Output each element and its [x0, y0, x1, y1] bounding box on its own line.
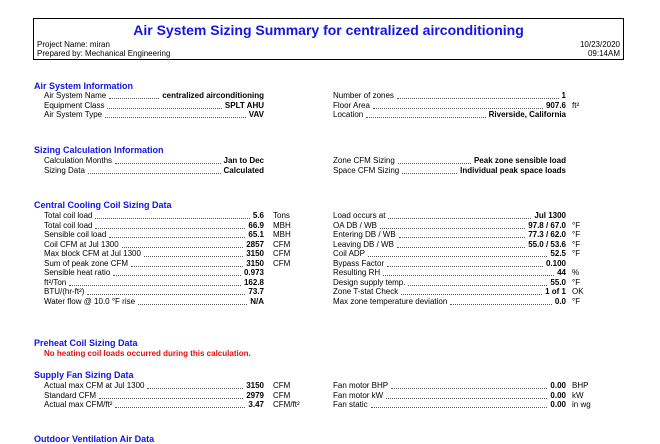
data-row [333, 221, 633, 231]
section-outdoor-vent: Outdoor Ventilation Air Data [34, 434, 155, 444]
row-label: Space CFM Sizing [333, 165, 400, 175]
data-row [333, 101, 633, 111]
leader-dots [383, 275, 554, 276]
row-value: Calculated [223, 165, 264, 175]
leader-dots [95, 228, 245, 229]
row-unit: °F [572, 296, 581, 306]
row-unit: °F [572, 239, 581, 249]
data-row [44, 249, 344, 259]
row-label: OA DB / WB [333, 220, 378, 230]
row-value: 5.6 [252, 211, 264, 220]
data-row [44, 221, 344, 231]
row-value: 65.1 [248, 230, 264, 239]
row-unit: CFM [273, 390, 291, 400]
row-value: centralized airconditioning [162, 91, 264, 100]
row-value: 1 [561, 91, 566, 100]
row-label: Sum of peak zone CFM [44, 258, 129, 268]
row-label: Zone T-stat Check [333, 287, 399, 296]
row-label: Fan motor kW [333, 390, 384, 400]
row-unit: BHP [572, 381, 589, 390]
section-cooling-coil: Central Cooling Coil Sizing Data [34, 200, 172, 210]
row-label: Air System Type [44, 110, 103, 119]
row-value: 3.47 [248, 400, 264, 409]
leader-dots [99, 398, 243, 399]
leader-dots [88, 173, 221, 174]
data-row [44, 110, 344, 120]
prepared-by: Prepared by: Mechanical Engineering [37, 49, 171, 58]
row-value: Riverside, California [488, 110, 566, 119]
row-label: Floor Area [333, 100, 370, 110]
data-row [333, 259, 633, 269]
row-value: SPLT AHU [224, 100, 264, 110]
leader-dots [402, 173, 457, 174]
row-unit: °F [572, 249, 581, 258]
section-preheat-coil: Preheat Coil Sizing Data [34, 338, 138, 348]
row-label: Air System Name [44, 91, 107, 100]
row-value: 73.7 [248, 287, 264, 296]
data-row [333, 268, 633, 278]
row-unit: kW [572, 390, 584, 400]
row-unit: OK [572, 287, 584, 296]
data-row [44, 211, 344, 221]
row-unit: % [572, 268, 580, 277]
row-value: 55.0 [550, 277, 566, 287]
data-row [44, 391, 344, 401]
row-value: 66.9 [248, 220, 264, 230]
data-row [333, 287, 633, 297]
section-sizing-calc: Sizing Calculation Information [34, 145, 164, 155]
row-value: 2857 [246, 239, 264, 249]
row-label: Coil CFM at Jul 1300 [44, 239, 119, 249]
leader-dots [397, 247, 525, 248]
row-label: Fan motor BHP [333, 381, 389, 390]
row-label: Total coil load [44, 220, 93, 230]
page-title: Air System Sizing Summary for centralized airconditioning [133, 22, 524, 38]
project-name: Project Name: miran [37, 40, 110, 49]
row-value: 0.00 [550, 381, 566, 390]
data-row [44, 166, 344, 176]
row-value: 0.100 [545, 258, 566, 268]
row-label: Bypass Factor [333, 258, 385, 268]
data-row [333, 297, 633, 307]
row-label: Water flow @ 10.0 °F rise [44, 296, 136, 306]
row-label: Sizing Data [44, 165, 85, 175]
data-row [44, 91, 344, 101]
row-unit: CFM [273, 381, 291, 390]
row-unit: CFM [273, 258, 291, 268]
data-row [44, 240, 344, 250]
row-value: 52.5 [550, 249, 566, 258]
row-label: Leaving DB / WB [333, 239, 394, 249]
data-row [333, 391, 633, 401]
row-label: Sensible coil load [44, 230, 107, 239]
row-label: BTU/(hr-ft²) [44, 287, 85, 296]
row-label: Sensible heat ratio [44, 268, 111, 277]
row-value: 3150 [246, 258, 264, 268]
row-label: Calculation Months [44, 156, 113, 165]
section-air-system-info: Air System Information [34, 81, 134, 91]
leader-dots [380, 228, 525, 229]
leader-dots [450, 304, 552, 305]
row-unit: Tons [273, 211, 290, 220]
row-label: Load occurs at [333, 211, 386, 220]
leader-dots [391, 388, 547, 389]
leader-dots [122, 247, 244, 248]
row-label: Fan static [333, 400, 368, 409]
row-label: Number of zones [333, 91, 394, 100]
leader-dots [69, 285, 241, 286]
row-label: Standard CFM [44, 390, 97, 400]
row-unit: MBH [273, 230, 291, 239]
report-date: 10/23/2020 [579, 40, 620, 49]
row-label: Resulting RH [333, 268, 381, 277]
leader-dots [95, 218, 249, 219]
row-value: 0.0 [554, 296, 566, 306]
data-row [44, 156, 344, 166]
row-label: Total coil load [44, 211, 93, 220]
row-value: Individual peak space loads [460, 165, 566, 175]
leader-dots [387, 266, 543, 267]
report-time: 09:14AM [587, 49, 620, 58]
leader-dots [368, 256, 547, 257]
row-label: Design supply temp. [333, 277, 406, 287]
row-unit: °F [572, 277, 581, 287]
row-label: Actual max CFM/ft² [44, 400, 113, 409]
data-row [44, 101, 344, 111]
data-row [44, 381, 344, 391]
leader-dots [113, 275, 241, 276]
data-row [333, 91, 633, 101]
leader-dots [147, 388, 243, 389]
leader-dots [107, 108, 221, 109]
data-row [333, 211, 633, 221]
data-row [44, 400, 344, 410]
leader-dots [386, 398, 547, 399]
data-row [44, 268, 344, 278]
data-row [333, 230, 633, 240]
row-unit: MBH [273, 220, 291, 230]
row-value: Jan to Dec [223, 156, 264, 165]
row-label: Max block CFM at Jul 1300 [44, 249, 141, 258]
leader-dots [138, 304, 247, 305]
leader-dots [131, 266, 243, 267]
data-row [333, 249, 633, 259]
leader-dots [109, 98, 159, 99]
data-row [333, 278, 633, 288]
row-value: 0.00 [550, 390, 566, 400]
data-row [44, 259, 344, 269]
row-value: 55.0 / 53.6 [528, 239, 566, 249]
row-label: Zone CFM Sizing [333, 156, 395, 165]
row-label: Coil ADP [333, 249, 366, 258]
section-supply-fan: Supply Fan Sizing Data [34, 370, 134, 380]
data-row [44, 297, 344, 307]
row-value: 0.00 [550, 400, 566, 409]
row-unit: °F [572, 230, 581, 239]
leader-dots [371, 407, 548, 408]
leader-dots [399, 237, 526, 238]
row-value: 1 of 1 [545, 287, 566, 296]
data-row [333, 400, 633, 410]
data-row [44, 230, 344, 240]
data-row [333, 110, 633, 120]
leader-dots [144, 256, 243, 257]
leader-dots [87, 294, 245, 295]
row-value: 2979 [246, 390, 264, 400]
row-value: 0.973 [243, 268, 264, 277]
row-unit: CFM/ft² [273, 400, 300, 409]
row-label: Entering DB / WB [333, 230, 396, 239]
row-value: 3150 [246, 381, 264, 390]
row-value: VAV [248, 110, 264, 119]
row-value: 3150 [246, 249, 264, 258]
data-row [44, 287, 344, 297]
row-value: Jul 1300 [534, 211, 566, 220]
leader-dots [105, 117, 246, 118]
row-value: Peak zone sensible load [473, 156, 566, 165]
row-value: 97.8 / 67.0 [528, 220, 566, 230]
row-value: 907.6 [545, 100, 566, 110]
row-value: 162.8 [243, 277, 264, 287]
leader-dots [115, 407, 245, 408]
row-unit: in wg [572, 400, 591, 409]
data-row [44, 278, 344, 288]
report-header [33, 18, 624, 60]
row-label: Max zone temperature deviation [333, 296, 448, 306]
data-row [333, 381, 633, 391]
leader-dots [366, 117, 485, 118]
data-row [333, 156, 633, 166]
leader-dots [408, 285, 547, 286]
data-row [333, 166, 633, 176]
leader-dots [388, 218, 531, 219]
row-unit: CFM [273, 249, 291, 258]
leader-dots [115, 163, 221, 164]
leader-dots [398, 163, 471, 164]
preheat-note: No heating coil loads occurred during this calculation. [44, 349, 251, 358]
data-row [333, 240, 633, 250]
leader-dots [401, 294, 542, 295]
row-value: 44 [557, 268, 566, 277]
leader-dots [109, 237, 245, 238]
row-value: 77.3 / 62.0 [528, 230, 566, 239]
row-label: Actual max CFM at Jul 1300 [44, 381, 145, 390]
leader-dots [373, 108, 543, 109]
row-label: Location [333, 110, 364, 119]
row-value: N/A [250, 296, 264, 306]
row-unit: CFM [273, 239, 291, 249]
row-unit: °F [572, 220, 581, 230]
row-label: Equipment Class [44, 100, 105, 110]
row-label: ft²/Ton [44, 277, 67, 287]
leader-dots [397, 98, 559, 99]
row-unit: ft² [572, 100, 580, 110]
